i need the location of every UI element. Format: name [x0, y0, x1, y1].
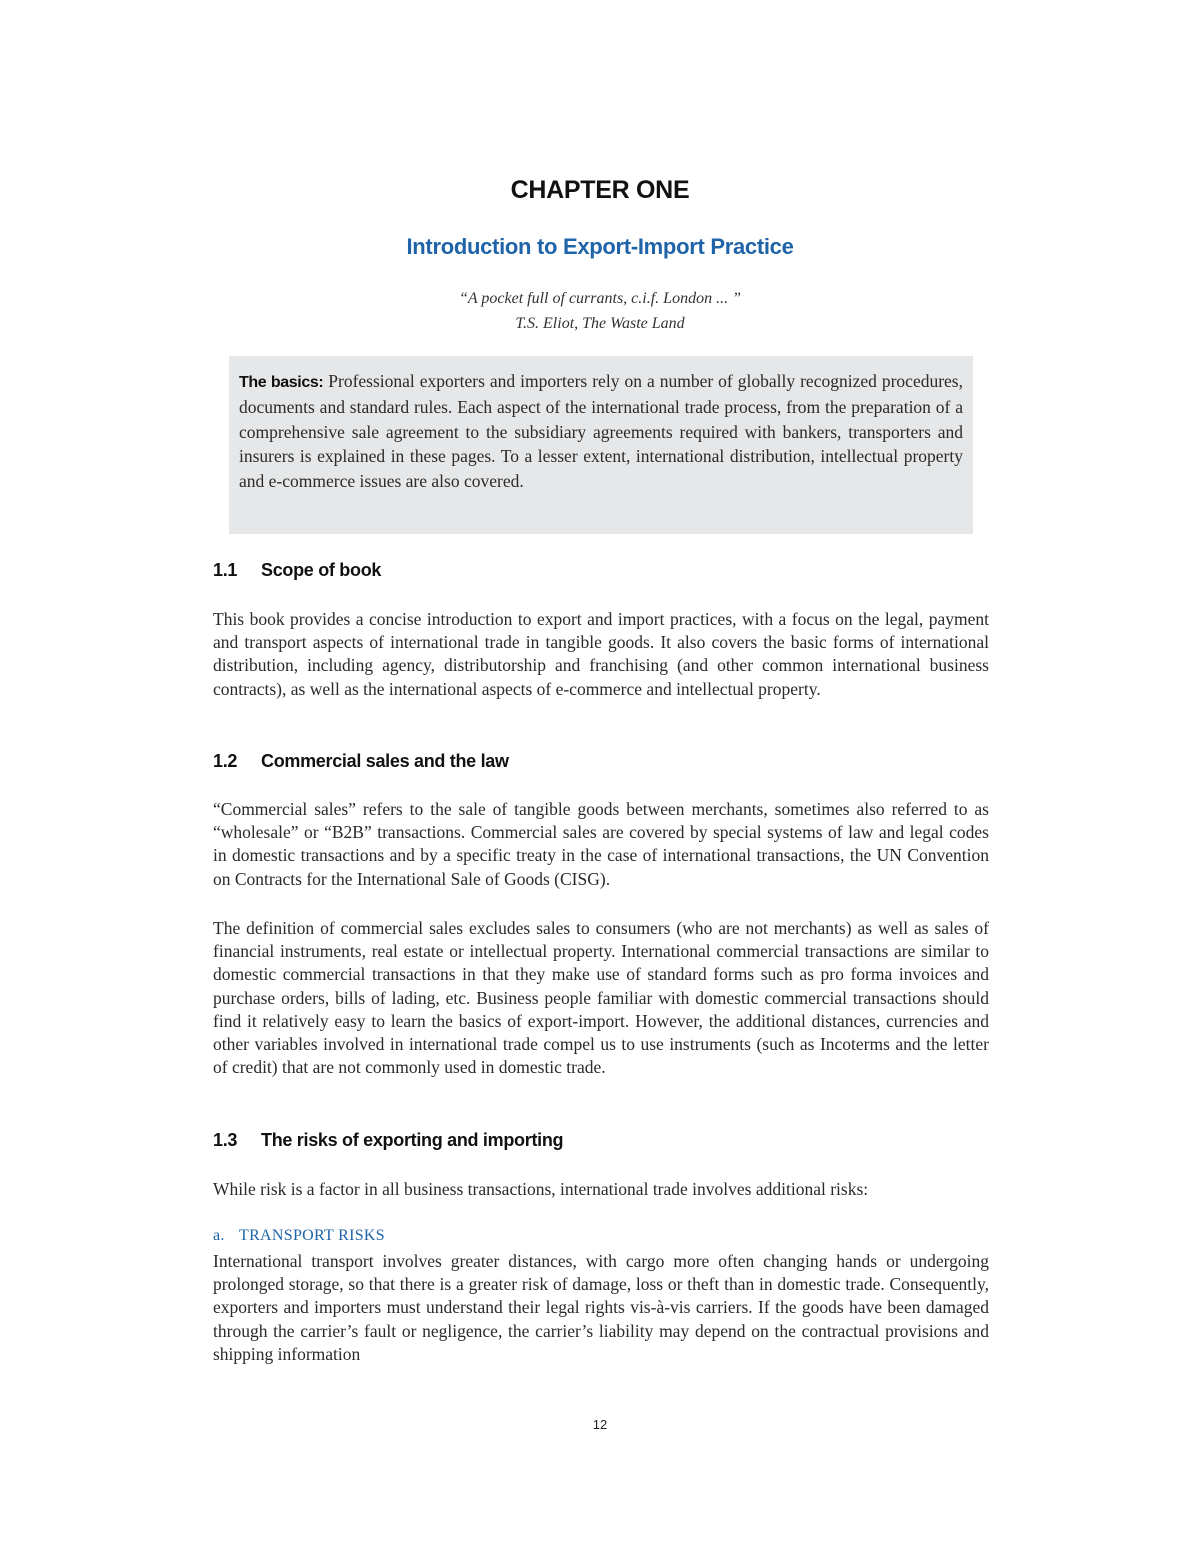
- section-heading-1-1: [213, 560, 381, 581]
- basics-paragraph: [239, 369, 963, 493]
- section-heading-1-2: [213, 751, 509, 772]
- section-1-3-paragraph-1: While risk is a factor in all business transactions, international trade involves additional risks:: [213, 1179, 869, 1199]
- section-title: The risks of exporting and importing: [261, 1130, 564, 1150]
- subsection-paragraph-transport-risks: International transport involves greater distances, with cargo more often changing hands or undergoing prolonged storage, so that there is a greater risk of damage, loss or theft than in domestic trade. Consequently, exporters and importers must understand their legal rights vis-à-vis carriers. If the goods have been damaged through the carrier’s fault or negligence, the carrier’s liability may depend on the contractual provisions and shipping information: [213, 1251, 989, 1364]
- section-title: Scope of book: [261, 560, 382, 580]
- epigraph: [0, 286, 1200, 336]
- section-number: 1.1: [213, 560, 238, 580]
- section-1-2-paragraph-1: “Commercial sales” refers to the sale of tangible goods between merchants, sometimes also referred to as “wholesale” or “B2B” transactions. Commercial sales are covered by special systems of law and legal codes in domestic transactions and by a specific treaty in the case of international transactions, the UN Convention on Contracts for the International Sale of Goods (CISG).: [213, 799, 989, 889]
- section-1-1-paragraph-1: This book provides a concise introduction to export and import practices, with a focus on the legal, payment and transport aspects of international trade in tangible goods. It also covers the basic forms of international distribution, including agency, distributorship and franchising (and other common international business contracts), as well as the international aspects of e-commerce and intellectual property.: [213, 609, 989, 699]
- basics-label: The basics:: [239, 374, 324, 391]
- epigraph-quote: “A pocket full of currants, c.i.f. London ... ”: [459, 290, 741, 307]
- epigraph-attribution: T.S. Eliot, The Waste Land: [515, 315, 685, 332]
- section-number: 1.2: [213, 751, 238, 771]
- chapter-subtitle: Introduction to Export-Import Practice: [406, 234, 794, 259]
- subsection-letter: a.: [213, 1227, 225, 1244]
- page-number: 12: [592, 1417, 608, 1432]
- section-number: 1.3: [213, 1130, 238, 1150]
- section-1-2-paragraph-2: The definition of commercial sales excludes sales to consumers (who are not merchants) as well as sales of financial instruments, real estate or intellectual property. International commercial transactions are similar to domestic commercial transactions in that they make use of standard forms such as pro forma invoices and purchase orders, bills of lading, etc. Business people familiar with domestic commercial transactions should find it relatively easy to learn the basics of export-import. However, the additional distances, currencies and other variables involved in international trade compel us to use instruments (such as Incoterms and the letter of credit) that are not commonly used in domestic trade.: [213, 918, 989, 1078]
- basics-callout-box: [229, 356, 973, 534]
- section-heading-1-3: [213, 1130, 563, 1151]
- chapter-title: CHAPTER ONE: [510, 176, 690, 204]
- subsection-heading-transport-risks: [213, 1227, 385, 1245]
- basics-text: Professional exporters and importers rely on a number of globally recognized procedures, documents and standard rules. Each aspect of the international trade process, from the preparation of a comprehensive sale agreement to the subsidiary agreements required with bankers, transporters and insurers is explained in these pages. To a lesser extent, international distribution, intellectual property and e-commerce issues are also covered.: [239, 371, 963, 491]
- section-title: Commercial sales and the law: [261, 751, 509, 771]
- subsection-title: TRANSPORT RISKS: [239, 1227, 385, 1244]
